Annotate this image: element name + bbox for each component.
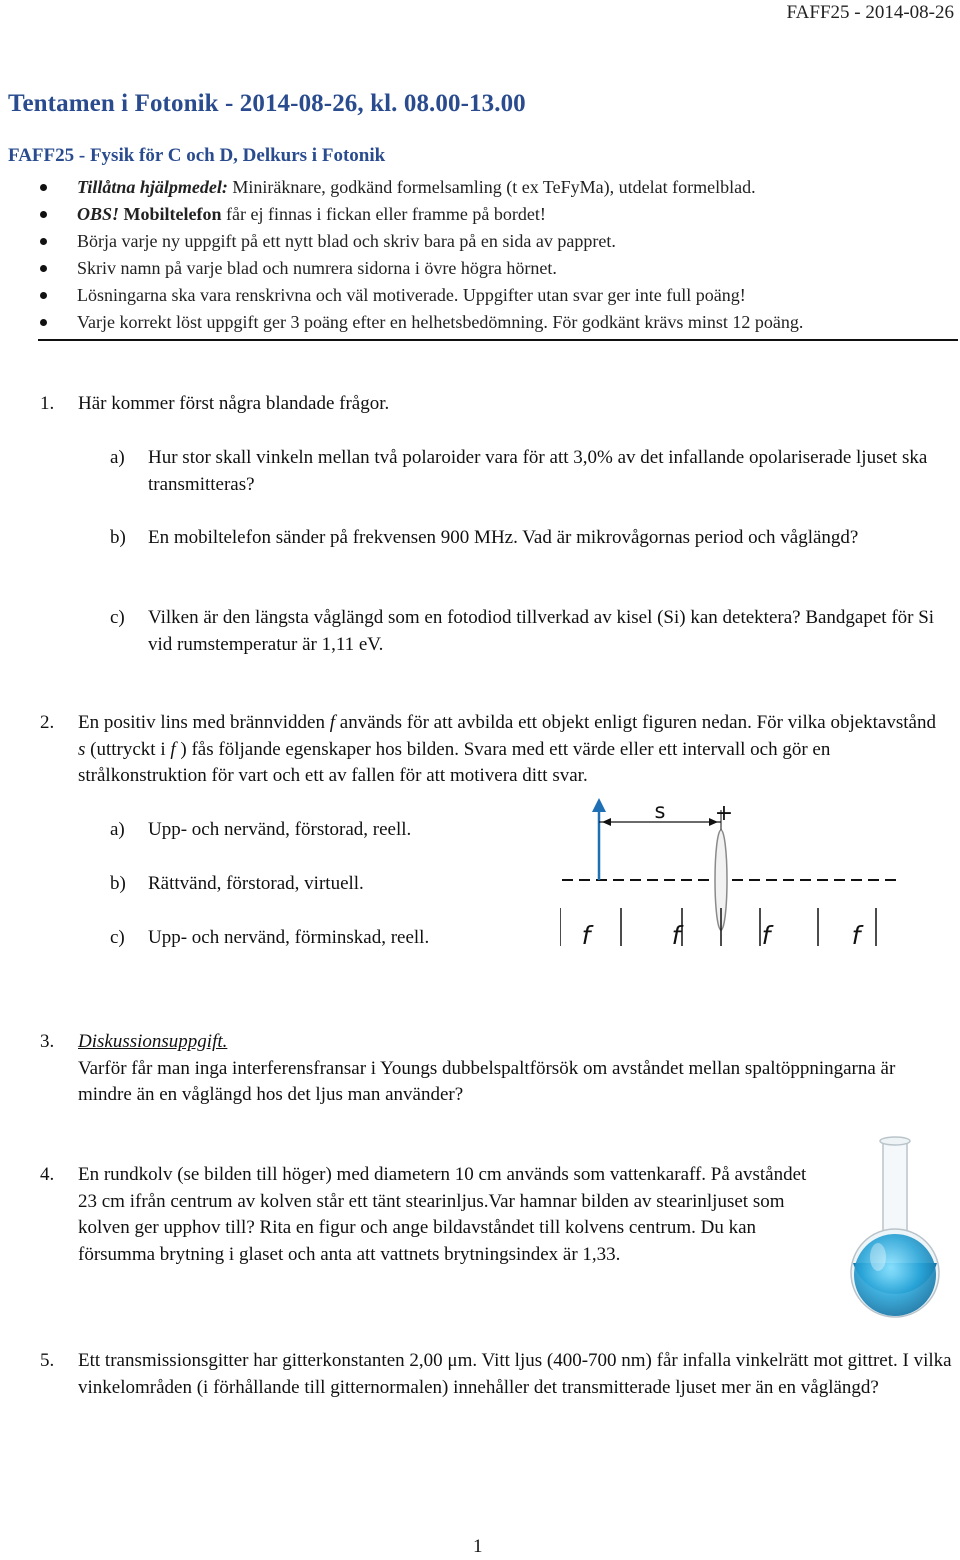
question-text: Ett transmissionsgitter har gitterkonstanten 2,00 μm. Vitt ljus (400-700 nm) får infalla vinkelrätt mot gittret. I vilka vinkelområden (i förhållande till gitternormalen) innehåller det transmitterade ljuset mer än en våglängd? <box>78 1350 952 1398</box>
s-dim-arrow-left <box>602 818 611 826</box>
f-label: f <box>671 921 681 950</box>
rule-item: OBS! Mobiltelefon får ej finnas i fickan eller framme på bordet! <box>38 201 956 228</box>
f-label: f <box>581 921 591 950</box>
question-number: 5. <box>40 1350 55 1371</box>
exam-rules-list <box>38 174 956 336</box>
rule-item: Tillåtna hjälpmedel: Miniräknare, godkänd formelsamling (t ex TeFyMa), utdelat formelblad. <box>38 174 956 201</box>
f-label: f <box>761 921 771 950</box>
flask-highlight <box>870 1243 886 1271</box>
plus-label: + <box>714 801 734 826</box>
flask-rim <box>880 1137 910 1145</box>
question-text: En rundkolv (se bilden till höger) med diametern 10 cm används som vattenkaraff. På avståndet 23 cm ifrån centrum av kolven står ett tänt stearinljus.Var hamnar bilden av stearinljuset som kolven ger upphov till? Rita en figur och ange bildavståndet till kolvens centrum. Du kan försumma brytning i glaset och anta att vattnets brytningsindex är 1,33. <box>78 1164 807 1265</box>
bullet-icon <box>40 265 47 272</box>
lens-diagram <box>560 796 900 966</box>
question-number: 1. <box>40 393 55 414</box>
question-text: Här kommer först några blandade frågor. <box>78 393 390 414</box>
bullet-icon <box>40 238 47 245</box>
page-number: 1 <box>473 1536 483 1557</box>
f-label: f <box>851 921 861 950</box>
bullet-icon <box>40 211 47 218</box>
rule-item: Lösningarna ska vara renskrivna och väl motiverade. Uppgifter utan svar ger inte full poäng! <box>38 282 956 309</box>
round-flask-image <box>846 1135 946 1325</box>
bullet-icon <box>40 292 47 299</box>
rule-item: Skriv namn på varje blad och numrera sidorna i övre högra hörnet. <box>38 255 956 282</box>
bullet-icon <box>40 319 47 326</box>
header-exam-code: FAFF25 - 2014-08-26 <box>786 2 954 23</box>
rule-item: Varje korrekt löst uppgift ger 3 poäng efter en helhetsbedömning. För godkänt krävs minst 12 poäng. <box>38 309 956 336</box>
object-arrow-head <box>592 798 606 812</box>
rules-divider <box>38 339 958 341</box>
question-number: 3. <box>40 1031 55 1052</box>
question-number: 2. <box>40 712 55 733</box>
rule-item: Börja varje ny uppgift på ett nytt blad och skriv bara på en sida av pappret. <box>38 228 956 255</box>
question-number: 4. <box>40 1164 55 1185</box>
flask-neck <box>883 1141 907 1231</box>
s-label: s <box>654 799 666 823</box>
question-text: En positiv lins med brännvidden f används för att avbilda ett objekt enligt figuren nedan. För vilka objektavstånd s (uttryckt i f ) fås följande egenskaper hos bilden. Svara med ett värde eller ett intervall och gör en strålkonstruktion för vart och ett av fallen för att motivera ditt svar. <box>78 712 936 786</box>
bullet-icon <box>40 184 47 191</box>
page-title: Tentamen i Fotonik - 2014-08-26, kl. 08.00-13.00 <box>8 90 526 117</box>
page-subtitle: FAFF25 - Fysik för C och D, Delkurs i Fotonik <box>8 145 386 166</box>
question-text: Diskussionsuppgift. Varför får man inga interferensfransar i Youngs dubbelspaltförsök om avståndet mellan spaltöppningarna är mindre än en våglängd hos det ljus man använder? <box>78 1031 896 1105</box>
